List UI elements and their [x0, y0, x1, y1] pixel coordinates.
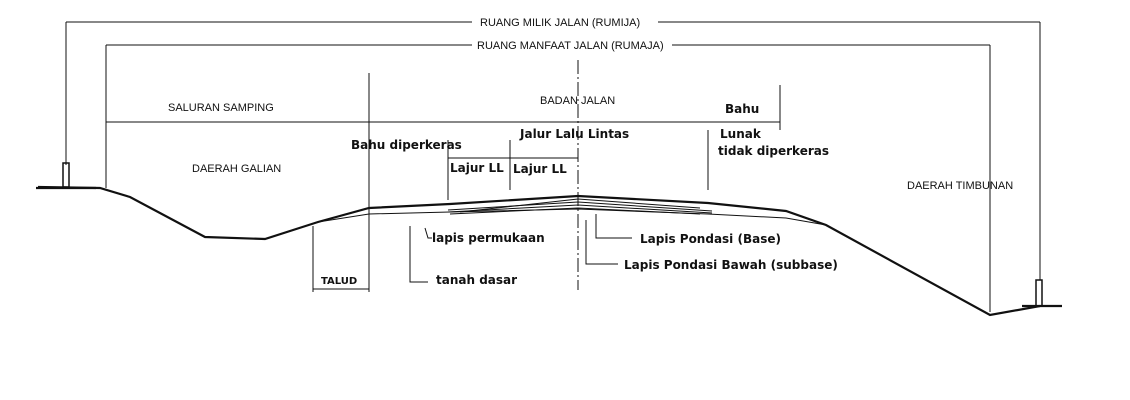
- lapis-pondasi-bawah-leader: [586, 220, 618, 264]
- lapis-permukaan-label: lapis permukaan: [432, 231, 545, 245]
- tanah-dasar-leader: [410, 226, 428, 282]
- tidak-diperkeras-label: tidak diperkeras: [718, 144, 829, 158]
- talud-label: TALUD: [321, 276, 358, 287]
- bahu-label: Bahu: [725, 102, 760, 116]
- lapis-permukaan-leader: [425, 228, 432, 238]
- lajur-ll-right-label: Lajur LL: [513, 162, 567, 176]
- lajur-ll-left-label: Lajur LL: [450, 161, 504, 175]
- left-boundary-post: [63, 163, 69, 187]
- lunak-label: Lunak: [720, 127, 761, 141]
- bahu-diperkeras-label: Bahu diperkeras: [351, 138, 462, 152]
- rumija-label: RUANG MILIK JALAN (RUMIJA): [480, 17, 641, 29]
- lapis-pondasi-base-label: Lapis Pondasi (Base): [640, 232, 781, 246]
- badan-jalan-label: BADAN JALAN: [540, 95, 616, 107]
- daerah-timbunan-label: DAERAH TIMBUNAN: [907, 180, 1014, 192]
- rumaja-label: RUANG MANFAAT JALAN (RUMAJA): [477, 40, 664, 52]
- right-boundary-post: [1036, 280, 1042, 306]
- daerah-galian-label: DAERAH GALIAN: [192, 163, 282, 175]
- lapis-pondasi-bawah-label: Lapis Pondasi Bawah (subbase): [624, 258, 838, 272]
- saluran-samping-label: SALURAN SAMPING: [168, 102, 274, 114]
- tanah-dasar-label: tanah dasar: [436, 273, 518, 287]
- pavement-lower-line: [318, 209, 826, 225]
- ground-profile-line: [38, 187, 1040, 315]
- lapis-pondasi-base-leader: [596, 214, 632, 238]
- jalur-lalu-lintas-label: Jalur Lalu Lintas: [520, 127, 630, 141]
